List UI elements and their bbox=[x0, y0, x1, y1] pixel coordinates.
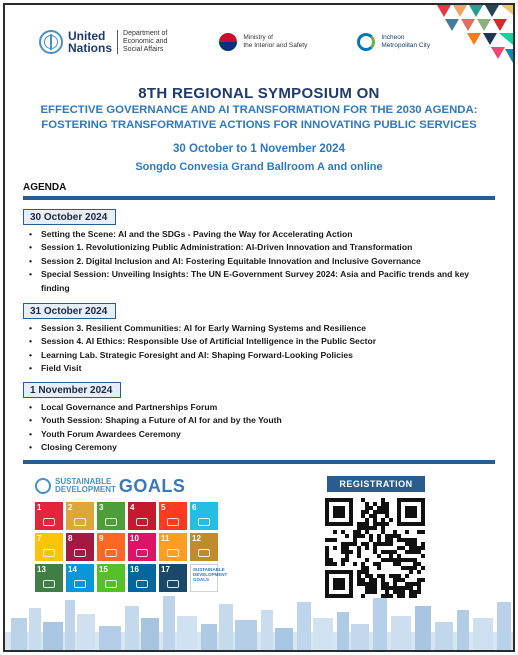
sdg-goal-4-tile bbox=[128, 502, 156, 530]
sdg-goal-8-tile bbox=[66, 533, 94, 561]
sdg-goal-number: 8 bbox=[68, 534, 73, 543]
incheon-emblem-icon bbox=[357, 33, 375, 51]
sdg-goal-number: 12 bbox=[192, 534, 201, 543]
sdg-goal-10-tile bbox=[128, 533, 156, 561]
list-item: • Session 3. Resilient Communities: AI for Early Warning Systems and Resilience bbox=[23, 322, 483, 335]
sdg-goal-number: 4 bbox=[130, 503, 135, 512]
sdg-title-line1: SUSTAINABLE bbox=[55, 477, 112, 486]
sdg-goal-icon bbox=[43, 518, 55, 526]
incheon-line2: Metropolitan City bbox=[381, 42, 431, 49]
sdg-goal-number: 17 bbox=[161, 565, 170, 574]
sdg-goal-icon bbox=[105, 549, 117, 557]
sdg-tiles-grid bbox=[35, 502, 228, 592]
partner-logos bbox=[39, 27, 433, 57]
sdg-goal-11-tile bbox=[159, 533, 187, 561]
sdg-goal-icon bbox=[43, 580, 55, 588]
event-subtitle-line2: FOSTERING TRANSFORMATIVE ACTIONS FOR INNOVATING PUBLIC SERVICES bbox=[41, 119, 477, 131]
sdg-goal-icon bbox=[167, 580, 179, 588]
agenda-label: AGENDA bbox=[23, 182, 67, 193]
sdg-goal-number: 15 bbox=[99, 565, 108, 574]
mois-line2: the Interior and Safety bbox=[243, 42, 308, 49]
sdg-goal-2-tile bbox=[66, 502, 94, 530]
list-item: • Session 2. Digital Inclusion and AI: Fostering Equitable Innovation and Inclusive Governance bbox=[23, 255, 483, 268]
un-dept-line1: Department of bbox=[123, 30, 168, 37]
sdg-goal-icon bbox=[198, 549, 210, 557]
sdg-goal-number: 2 bbox=[68, 503, 73, 512]
list-item: • Local Governance and Partnerships Forum bbox=[23, 401, 483, 414]
event-subtitle-line1: EFFECTIVE GOVERNANCE AND AI TRANSFORMATION FOR THE 2030 AGENDA: bbox=[40, 104, 478, 116]
mois-logo bbox=[219, 33, 307, 51]
sdg-goal-number: 11 bbox=[161, 534, 170, 543]
list-item: • Field Visit bbox=[23, 362, 483, 375]
un-name-line1: United bbox=[68, 29, 106, 43]
sdg-goal-number: 16 bbox=[130, 565, 139, 574]
un-dept-line2: Economic and bbox=[123, 38, 168, 45]
list-item: • Setting the Scene: AI and the SDGs - Paving the Way for Accelerating Action bbox=[23, 228, 483, 241]
sdg-goal-number: 1 bbox=[37, 503, 42, 512]
registration-label: REGISTRATION bbox=[327, 476, 425, 492]
sdg-logo-tile-line3: GOALS bbox=[193, 577, 210, 582]
sdg-goal-number: 6 bbox=[192, 503, 197, 512]
sdg-goal-icon bbox=[136, 580, 148, 588]
event-title: 8TH REGIONAL SYMPOSIUM ON bbox=[138, 85, 380, 102]
list-item: • Special Session: Unveiling Insights: The UN E-Government Survey 2024: Asia and Pacific trends and key finding bbox=[23, 268, 483, 295]
section-divider bbox=[23, 196, 495, 200]
day-heading-1-november: 1 November 2024 bbox=[23, 382, 121, 398]
sdg-goal-icon bbox=[43, 549, 55, 557]
incheon-line1: Incheon bbox=[381, 34, 405, 41]
event-venue: Songdo Convesia Grand Ballroom A and online bbox=[135, 161, 383, 173]
sdg-goal-number: 3 bbox=[99, 503, 104, 512]
day-heading-30-october: 30 October 2024 bbox=[23, 209, 116, 225]
sdg-goal-number: 5 bbox=[161, 503, 166, 512]
sdg-goal-7-tile bbox=[35, 533, 63, 561]
sdg-logo-tile-line2: DEVELOPMENT bbox=[193, 572, 228, 577]
sdg-goal-12-tile bbox=[190, 533, 218, 561]
list-item: • Closing Ceremony bbox=[23, 441, 483, 454]
list-item: • Youth Forum Awardees Ceremony bbox=[23, 428, 483, 441]
list-item: • Youth Session: Shaping a Future of AI for and by the Youth bbox=[23, 414, 483, 427]
sdg-goal-1-tile bbox=[35, 502, 63, 530]
un-desa-logo bbox=[39, 30, 167, 54]
sdg-header bbox=[35, 476, 221, 496]
un-emblem-icon bbox=[39, 30, 63, 54]
sdg-goals-word: GOALS bbox=[118, 475, 186, 496]
day-items-31-october bbox=[23, 322, 483, 376]
sdg-goal-5-tile bbox=[159, 502, 187, 530]
poster bbox=[3, 3, 515, 652]
sdg-title-line2: DEVELOPMENT bbox=[55, 485, 116, 494]
day-items-30-october bbox=[23, 228, 483, 295]
sdg-goal-6-tile bbox=[190, 502, 218, 530]
sdg-goal-icon bbox=[105, 580, 117, 588]
sdg-goal-number: 14 bbox=[68, 565, 77, 574]
incheon-logo bbox=[357, 33, 430, 51]
un-dept-line3: Social Affairs bbox=[123, 46, 164, 53]
sdg-goal-number: 13 bbox=[37, 565, 46, 574]
sdg-goal-icon bbox=[74, 549, 86, 557]
sdg-goal-number: 10 bbox=[130, 534, 139, 543]
event-dates: 30 October to 1 November 2024 bbox=[173, 143, 345, 155]
sdg-goal-icon bbox=[74, 518, 86, 526]
sdg-goal-9-tile bbox=[97, 533, 125, 561]
day-heading-31-october: 31 October 2024 bbox=[23, 303, 116, 319]
corner-pattern-decoration bbox=[427, 5, 513, 69]
sdg-block bbox=[35, 475, 228, 592]
day-items-1-november bbox=[23, 401, 483, 455]
sdg-goal-3-tile bbox=[97, 502, 125, 530]
sdg-goal-icon bbox=[105, 518, 117, 526]
event-subtitle bbox=[5, 103, 513, 133]
sdg-goal-icon bbox=[198, 518, 210, 526]
registration-qr-code[interactable] bbox=[325, 498, 425, 598]
sdg-logo-tile-line1: SUSTAINABLE bbox=[193, 567, 225, 572]
sdg-goal-number: 9 bbox=[99, 534, 104, 543]
mois-line1: Ministry of bbox=[243, 34, 273, 41]
sdg-goal-icon bbox=[136, 549, 148, 557]
sdg-goal-number: 7 bbox=[37, 534, 42, 543]
sdg-goal-icon bbox=[74, 580, 86, 588]
city-skyline-decoration bbox=[5, 588, 515, 650]
un-name-line2: Nations bbox=[68, 41, 113, 55]
logo-divider bbox=[117, 30, 118, 54]
sdg-goal-icon bbox=[136, 518, 148, 526]
sdg-goal-icon bbox=[167, 549, 179, 557]
list-item: • Session 1. Revolutionizing Public Administration: AI-Driven Innovation and Transformation bbox=[23, 241, 483, 254]
taeguk-emblem-icon bbox=[219, 33, 237, 51]
list-item: • Session 4. AI Ethics: Responsible Use of Artificial Intelligence in the Public Sector bbox=[23, 335, 483, 348]
list-item: • Learning Lab. Strategic Foresight and AI: Shaping Forward-Looking Policies bbox=[23, 349, 483, 362]
sdg-goal-icon bbox=[167, 518, 179, 526]
un-emblem-icon bbox=[35, 478, 51, 494]
section-divider bbox=[23, 460, 495, 464]
